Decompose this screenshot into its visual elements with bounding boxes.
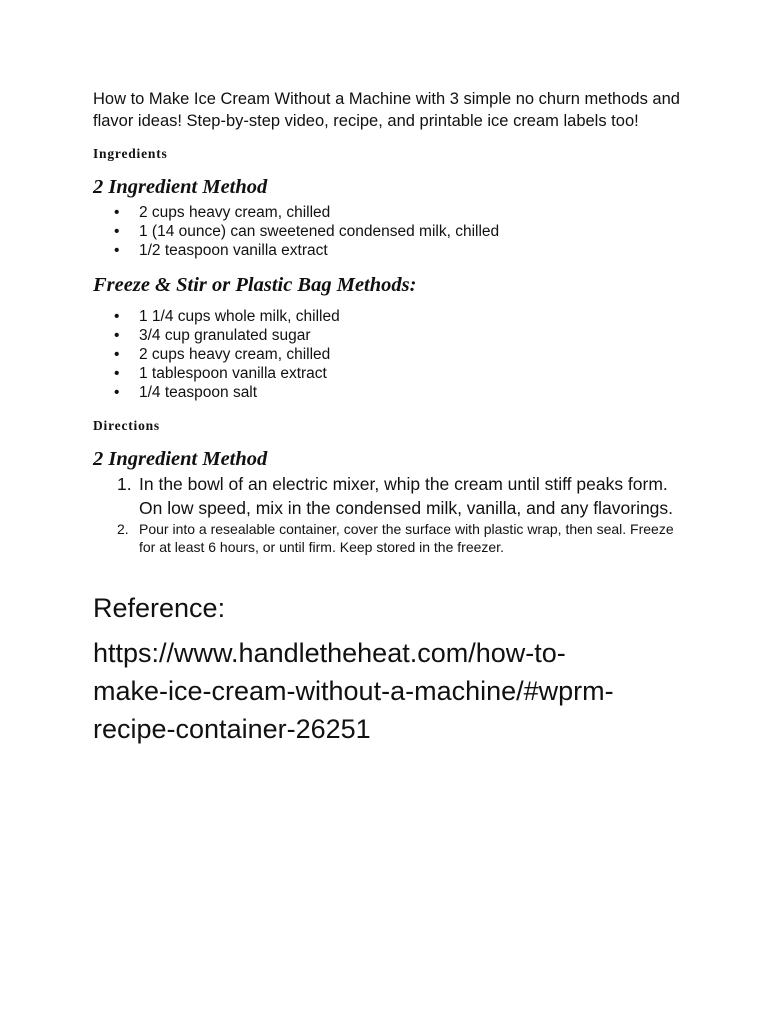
reference-label: Reference: xyxy=(93,593,226,623)
bullet-icon: • xyxy=(114,384,120,401)
list-item: • 1 1/4 cups whole milk, chilled xyxy=(114,308,340,325)
direction-step xyxy=(93,520,693,556)
bullet-icon: • xyxy=(114,223,120,240)
bullet-icon: • xyxy=(114,204,120,221)
list-item: • 1 tablespoon vanilla extract xyxy=(114,365,327,382)
bullet-icon: • xyxy=(114,308,120,325)
directions-steps xyxy=(93,473,693,556)
step-text: In the bowl of an electric mixer, whip the cream until stiff peaks form. On low speed, mix in the condensed milk, vanilla, and any flavorings. xyxy=(139,474,674,518)
direction-step xyxy=(93,473,693,520)
bullet-icon: • xyxy=(114,242,120,259)
list-item: • 2 cups heavy cream, chilled xyxy=(114,204,331,221)
freeze-stir-heading: Freeze & Stir or Plastic Bag Methods: xyxy=(93,274,417,296)
list-item: • 3/4 cup granulated sugar xyxy=(114,327,311,344)
bullet-icon: • xyxy=(114,365,120,382)
two-ingredient-method-heading: 2 Ingredient Method xyxy=(93,176,268,198)
list-item: • 1 (14 ounce) can sweetened condensed milk, chilled xyxy=(114,223,500,240)
list-item: • 1/4 teaspoon salt xyxy=(114,384,258,401)
intro-paragraph: How to Make Ice Cream Without a Machine with 3 simple no churn methods and flavor ideas! Step-by-step video, recipe, and printable ice cream labels too! xyxy=(93,90,680,130)
reference-url-line: recipe-container-26251 xyxy=(93,714,371,744)
list-item: • 2 cups heavy cream, chilled xyxy=(114,346,331,363)
bullet-icon: • xyxy=(114,346,120,363)
reference-url-line: make-ice-cream-without-a-machine/#wprm- xyxy=(93,676,614,706)
reference-url xyxy=(93,634,683,748)
directions-heading: Directions xyxy=(93,418,160,433)
step-number: 1. xyxy=(117,474,132,494)
directions-method-heading: 2 Ingredient Method xyxy=(93,448,268,470)
step-number: 2. xyxy=(117,521,129,537)
two-ingredient-list xyxy=(93,203,693,260)
list-item: • 1/2 teaspoon vanilla extract xyxy=(114,242,328,259)
ingredients-heading: Ingredients xyxy=(93,146,168,161)
recipe-content xyxy=(93,88,693,748)
bullet-icon: • xyxy=(114,327,120,344)
step-text: Pour into a resealable container, cover the surface with plastic wrap, then seal. Freeze for at least 6 hours, or until firm. Keep stored in the freezer. xyxy=(139,521,674,555)
reference-url-line: https://www.handletheheat.com/how-to- xyxy=(93,638,566,668)
freeze-stir-list xyxy=(93,307,693,402)
